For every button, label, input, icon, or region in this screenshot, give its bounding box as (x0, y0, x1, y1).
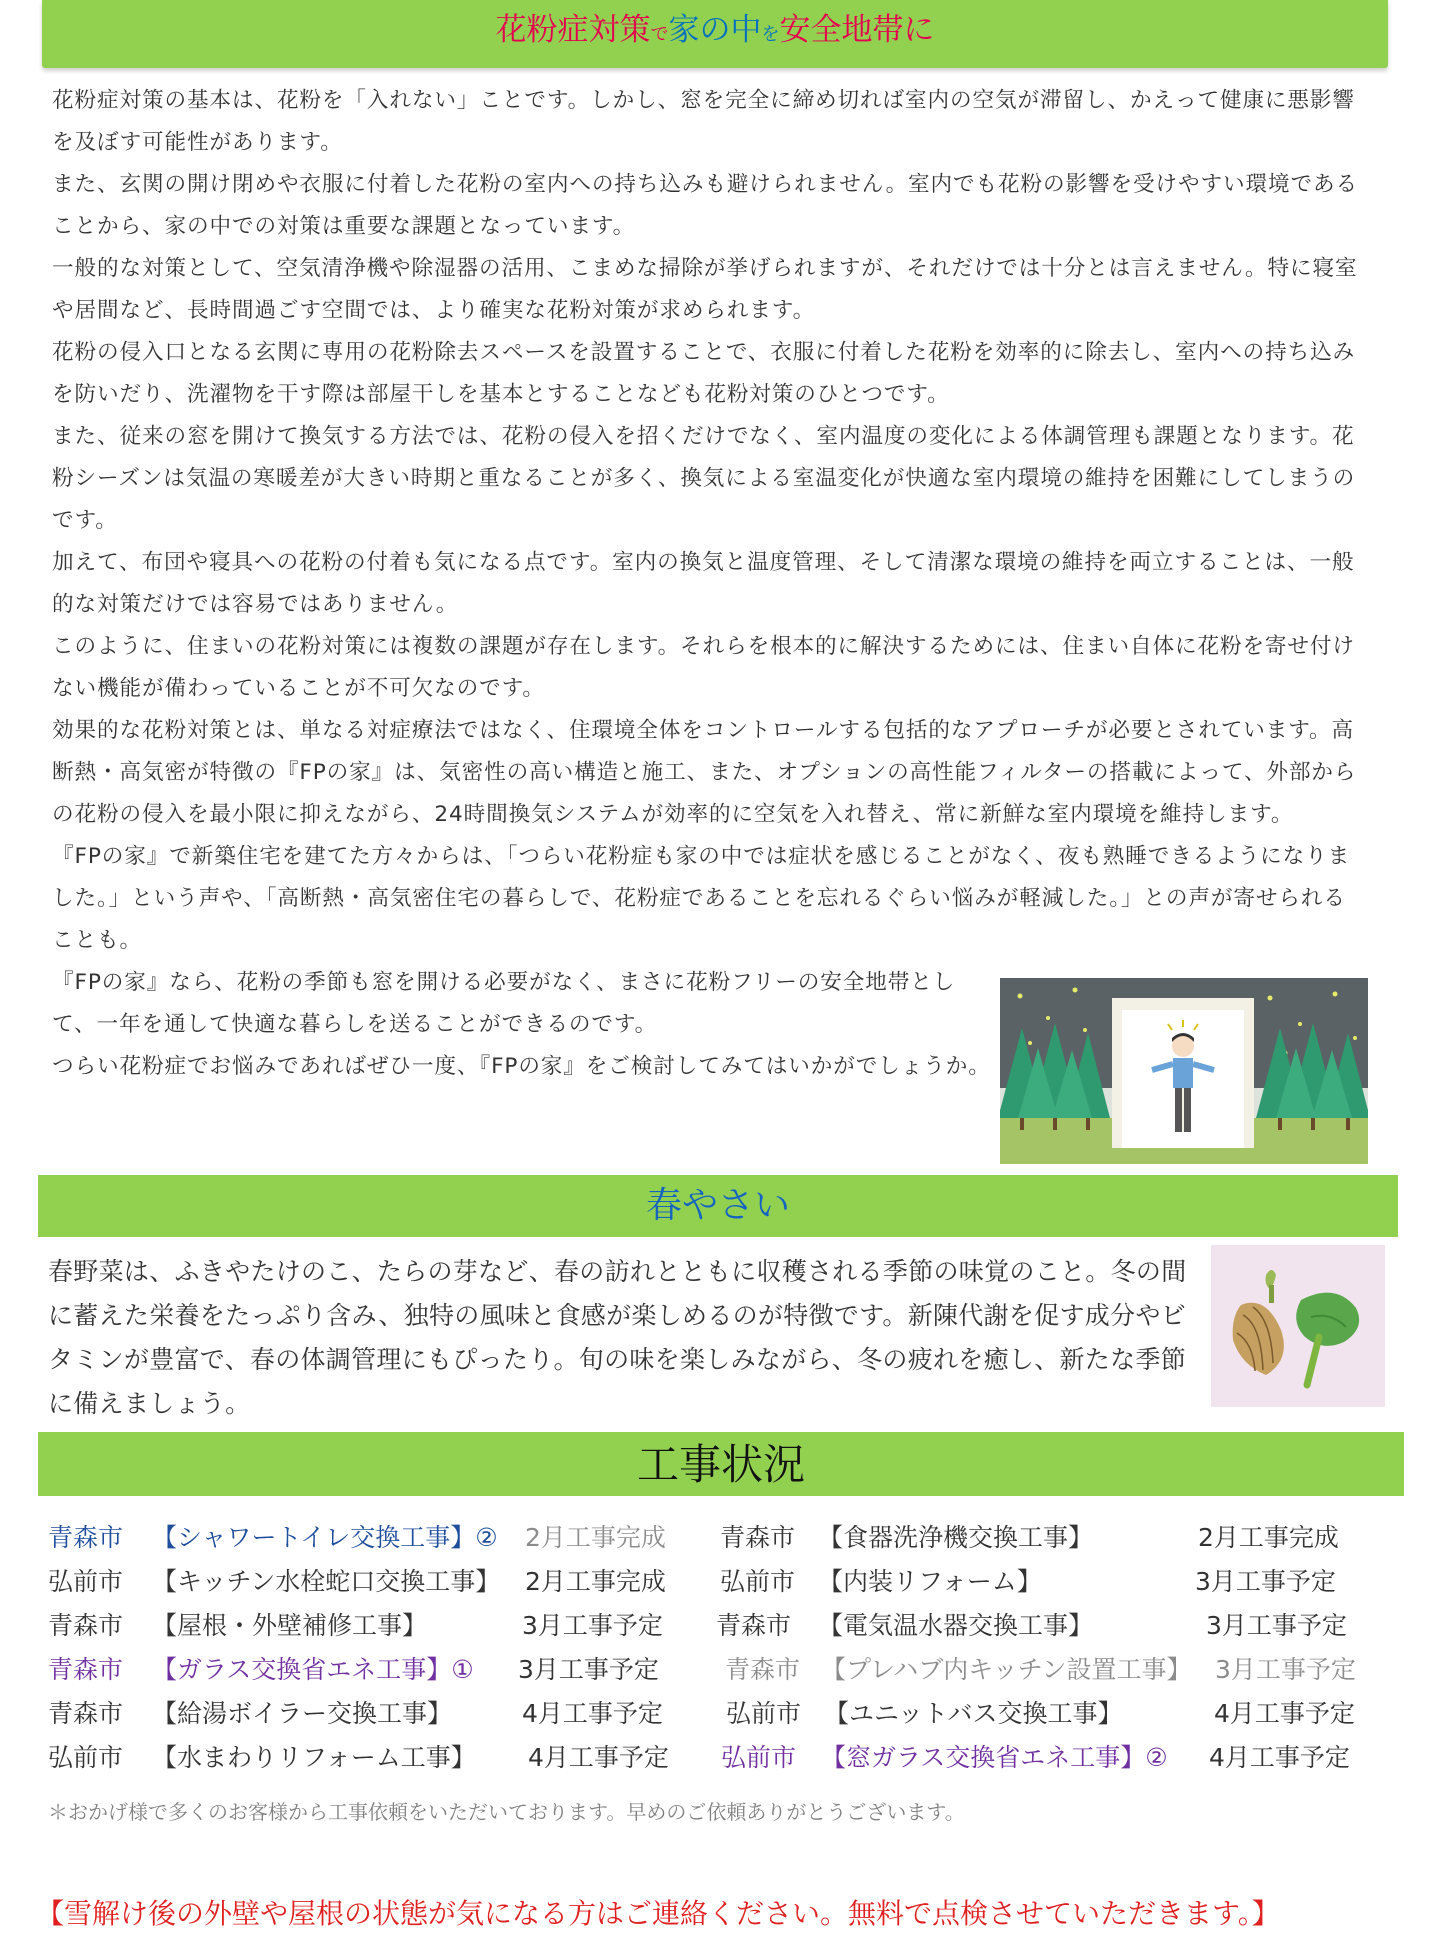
article-paragraph: また、玄関の開け閉めや衣服に付着した花粉の室内への持ち込みも避けられません。室内でも花粉の影響を受けやすい環境であることから、家の中での対策は重要な課題となっています。 (52, 172, 1358, 239)
work-city: 青森市 (48, 1611, 124, 1640)
table-row (48, 1518, 1418, 1562)
title-part-pollen: 花粉症対策 (495, 12, 651, 48)
work-city: 青森市 (48, 1523, 124, 1552)
work-city: 弘前市 (48, 1567, 124, 1596)
work-job: 【給湯ボイラー交換工事】 (152, 1699, 453, 1728)
works-footnote: ＊おかげ様で多くのお客様から工事依頼をいただいております。早めのご依頼ありがとうございます。 (48, 1800, 965, 1824)
pollen-article (52, 80, 1367, 1088)
article-paragraph: このように、住まいの花粉対策には複数の課題が存在します。それらを根本的に解決するためには、住まい自体に花粉を寄せ付けない機能が備わっていることが不可欠なのです。 (52, 634, 1355, 701)
work-job: 【食器洗浄機交換工事】 (818, 1523, 1094, 1552)
work-job: 【内装リフォーム】 (818, 1567, 1042, 1596)
work-job: 【シャワートイレ交換工事】② (152, 1523, 498, 1552)
work-status: 3月工事予定 (1206, 1611, 1347, 1640)
article-paragraph: 『FPの家』で新築住宅を建てた方々からは、「つらい花粉症も家の中では症状を感じることがなく、夜も熟睡できるようになりました。」という声や、「高断熱・高気密住宅の暮らしで、花粉症であることを忘れるぐらい悩みが軽減した。」との声が寄せられることも。 (52, 844, 1351, 953)
title-part-safezone: 安全地帯に (779, 12, 935, 48)
work-status: 3月工事予定 (522, 1611, 663, 1640)
table-row (48, 1650, 1418, 1694)
spring-vegetables-banner (38, 1175, 1398, 1237)
work-status: 4月工事予定 (528, 1743, 669, 1772)
work-city: 青森市 (48, 1699, 124, 1728)
work-job: 【ユニットバス交換工事】 (824, 1699, 1123, 1728)
work-status: 4月工事予定 (1209, 1743, 1350, 1772)
work-status: 4月工事予定 (1214, 1699, 1355, 1728)
work-job: 【屋根・外壁補修工事】 (152, 1611, 428, 1640)
article-paragraph: 加えて、布団や寝具への花粉の付着も気になる点です。室内の換気と温度管理、そして清潔な環境の維持を両立することは、一般的な対策だけでは容易ではありません。 (52, 550, 1355, 617)
article-paragraph: 花粉症対策の基本は、花粉を「入れない」ことです。しかし、窓を完全に締め切れば室内の空気が滞留し、かえって健康に悪影響を及ぼす可能性があります。 (52, 88, 1355, 155)
title-part-de: で (650, 24, 669, 45)
work-job: 【ガラス交換省エネ工事】① (152, 1655, 474, 1684)
title-part-wo: を (761, 24, 780, 45)
work-status: 3月工事予定 (518, 1655, 659, 1684)
works-list (48, 1518, 1418, 1782)
work-city: 青森市 (720, 1523, 796, 1552)
work-city: 弘前市 (720, 1567, 796, 1596)
work-city: 青森市 (725, 1655, 801, 1684)
work-job: 【プレハブ内キッチン設置工事】 (821, 1655, 1192, 1684)
spring-title: 春やさい (645, 1185, 790, 1226)
spring-vegetables-illustration (1211, 1245, 1385, 1407)
table-row (48, 1738, 1418, 1782)
work-status: 2月工事完成 (525, 1567, 666, 1596)
work-city: 弘前市 (48, 1743, 124, 1772)
work-status: 2月工事完成 (525, 1523, 666, 1552)
article-paragraph: 『FPの家』なら、花粉の季節も窓を開ける必要がなく、まさに花粉フリーの安全地帯として、一年を通して快適な暮らしを送ることができるのです。 (52, 970, 956, 1037)
table-row (48, 1694, 1418, 1738)
table-row (48, 1562, 1418, 1606)
article-paragraph: 花粉の侵入口となる玄関に専用の花粉除去スペースを設置することで、衣服に付着した花粉を効率的に除去し、室内への持ち込みを防いだり、洗濯物を干す際は部屋干しを基本とすることなども花粉対策のひとつです。 (52, 340, 1356, 407)
work-status: 3月工事予定 (1215, 1655, 1356, 1684)
article-paragraph: 効果的な花粉対策とは、単なる対症療法ではなく、住環境全体をコントロールする包括的なアプローチが必要とされています。高断熱・高気密が特徴の『FPの家』は、気密性の高い構造と施工、また、オプションの高性能フィルターの搭載によって、外部からの花粉の侵入を最小限に抑えながら、24時間換気システムが効率的に空気を入れ替え、常に新鮮な室内環境を維持します。 (52, 718, 1357, 827)
spring-vegetables-text: 春野菜は、ふきやたけのこ、たらの芽など、春の訪れとともに収穫される季節の味覚のこと。冬の間に蓄えた栄養をたっぷり含み、独特の風味と食感が楽しめるのが特徴です。新陳代謝を促す成分やビタミンが豊富で、春の体調管理にもぴったり。旬の味を楽しみながら、冬の疲れを癒し、新たな季節に備えましょう。 (48, 1257, 1187, 1418)
title-part-home: 家の中 (668, 12, 762, 48)
work-status: 4月工事予定 (522, 1699, 663, 1728)
work-city: 弘前市 (726, 1699, 802, 1728)
pollen-section-banner (42, 0, 1388, 68)
work-job: 【キッチン水栓蛇口交換工事】 (152, 1567, 501, 1596)
works-title: 工事状況 (636, 1440, 805, 1489)
inspection-notice: 【雪解け後の外壁や屋根の状態が気になる方はご連絡ください。無料で点検させていただきます。】 (36, 1897, 1280, 1930)
table-row (48, 1606, 1418, 1650)
article-paragraph: つらい花粉症でお悩みであればぜひ一度、『FPの家』をご検討してみてはいかがでしょうか。 (52, 1054, 991, 1079)
work-job: 【窓ガラス交換省エネ工事】② (821, 1743, 1168, 1772)
work-job: 【電気温水器交換工事】 (818, 1611, 1094, 1640)
work-city: 弘前市 (721, 1743, 797, 1772)
work-status: 2月工事完成 (1198, 1523, 1339, 1552)
person-in-doorway-illustration (1000, 978, 1368, 1164)
works-status-banner (38, 1432, 1404, 1496)
article-paragraph: 一般的な対策として、空気清浄機や除湿器の活用、こまめな掃除が挙げられますが、それだけでは十分とは言えません。特に寝室や居間など、長時間過ごす空間では、より確実な花粉対策が求められます。 (52, 256, 1358, 323)
work-job: 【水まわりリフォーム工事】 (152, 1743, 476, 1772)
work-city: 青森市 (716, 1611, 792, 1640)
work-city: 青森市 (48, 1655, 124, 1684)
article-paragraph: また、従来の窓を開けて換気する方法では、花粉の侵入を招くだけでなく、室内温度の変化による体調管理も課題となります。花粉シーズンは気温の寒暖差が大きい時期と重なることが多く、換気による室温変化が快適な室内環境の維持を困難にしてしまうのです。 (52, 424, 1356, 533)
work-status: 3月工事予定 (1195, 1567, 1336, 1596)
